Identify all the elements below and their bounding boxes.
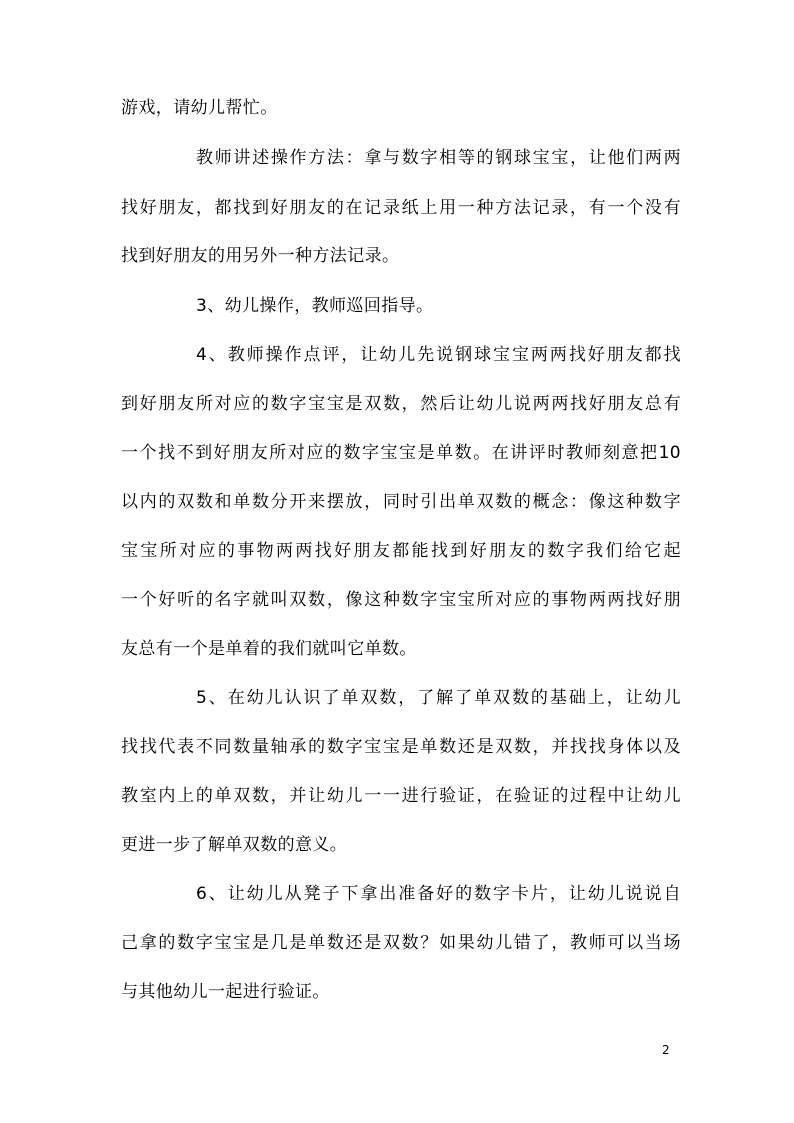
text-line: 友总有一个是单着的我们就叫它单数。 [121,639,417,659]
text-line: 到好朋友所对应的数字宝宝是双数，然后让幼儿说两两找好朋友总有 [121,394,681,414]
text-line: 更进一步了解单双数的意义。 [121,835,348,855]
paragraph-first-line: 6、让幼儿从凳子下拿出准备好的数字卡片，让幼儿说说自 [196,884,681,904]
text-line: 己拿的数字宝宝是几是单数还是双数？如果幼儿错了，教师可以当场 [121,933,681,953]
paragraph-first-line: 5、在幼儿认识了单双数，了解了单双数的基础上，让幼儿 [196,688,681,708]
text-line: 宝宝所对应的事物两两找好朋友都能找到好朋友的数字我们给它起 [121,541,681,561]
text-line: 游戏，请幼儿帮忙。 [121,98,278,118]
text-line: 一个好听的名字就叫双数，像这种数字宝宝所对应的事物两两找好朋 [121,590,681,610]
text-line: 教室内上的单双数，并让幼儿一一进行验证，在验证的过程中让幼儿 [121,786,681,806]
paragraph-first-line: 教师讲述操作方法：拿与数字相等的钢球宝宝，让他们两两 [196,148,681,168]
text-line: 与其他幼儿一起进行验证。 [121,982,330,1002]
page-number: 2 [662,1043,670,1057]
text-line: 一个找不到好朋友所对应的数字宝宝是单数。在讲评时教师刻意把10 [121,443,681,463]
text-line: 找到好朋友的用另外一种方法记录。 [121,246,400,266]
text-line: 找找代表不同数量轴承的数字宝宝是单数还是双数，并找找身体以及 [121,737,681,757]
text-line: 以内的双数和单数分开来摆放，同时引出单双数的概念：像这种数字 [121,492,681,512]
text-line: 找好朋友，都找到好朋友的在记录纸上用一种方法记录，有一个没有 [121,198,681,218]
paragraph-first-line: 4、教师操作点评，让幼儿先说钢球宝宝两两找好朋友都找 [196,345,681,365]
paragraph-first-line: 3、幼儿操作，教师巡回指导。 [196,296,434,316]
